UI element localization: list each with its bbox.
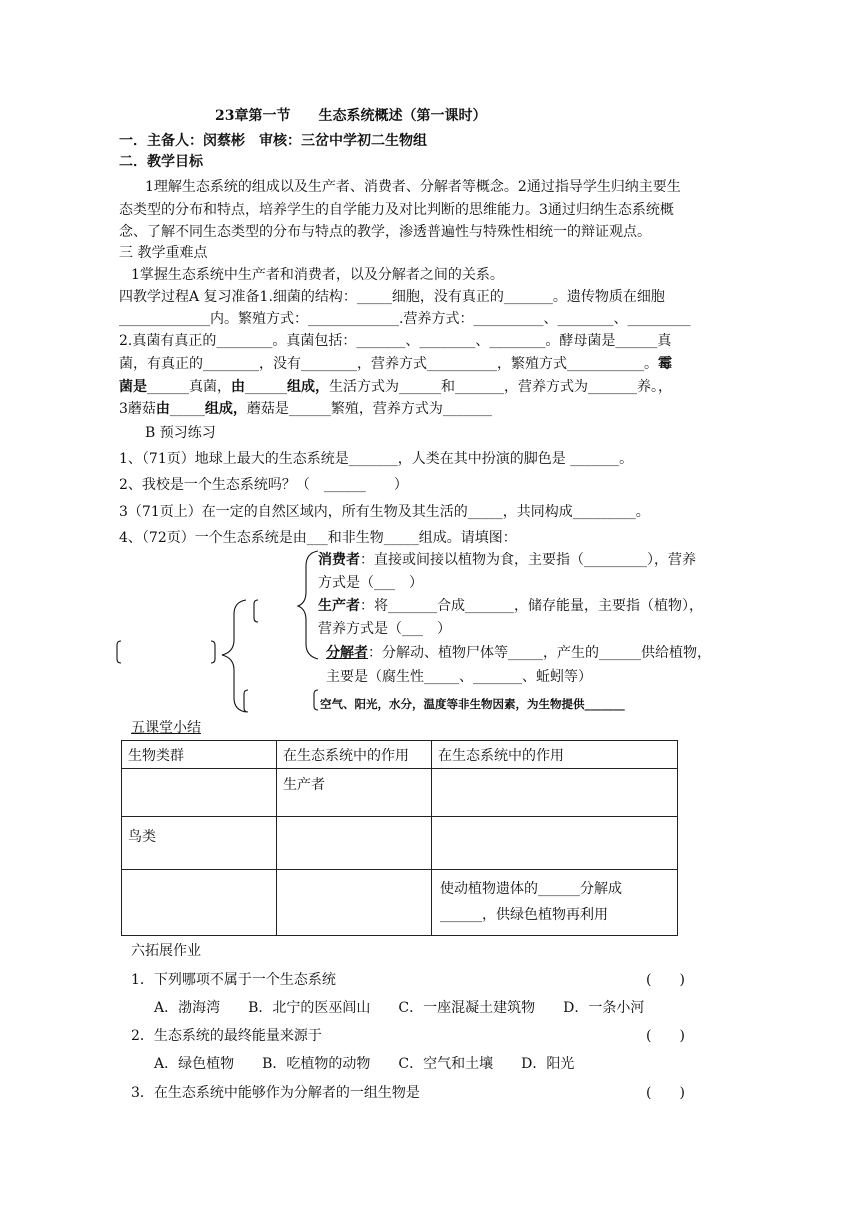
decomposer-line-2 [326, 667, 592, 687]
process-line-6-text-c: 蘑菇是______繁殖，营养方式为_______ [246, 401, 492, 417]
decomposer-definition: ：分解动、植物尸体等_____，产生的______供给植物， [368, 645, 711, 661]
table-cell [122, 769, 277, 816]
process-line-5-text-a: ______真菌， [147, 379, 231, 395]
table-cell: 生产者 [277, 769, 432, 816]
key-points-heading: 三 教学重难点 [119, 245, 208, 261]
goals-text-1: 1理解生态系统的组成以及生产者、消费者、分解者等概念。2通过指导学生归纳主要生 [145, 179, 681, 195]
homework-options-2: A．绿色植物 B．吃植物的动物 C．空气和土壤 D．阳光 [154, 1056, 575, 1072]
homework-question-2: 2．生态系统的最终能量来源于 [131, 1028, 322, 1044]
consumer-term: 消费者 [318, 552, 360, 568]
homework-answer-paren-3: ( ) [646, 1085, 685, 1101]
preview-question-2: 2、我校是一个生态系统吗？（ ______ ） [119, 477, 408, 493]
process-line-6-text-a: 3蘑菇 [119, 401, 156, 417]
table-header-cell: 在生态系统中的作用 [432, 741, 678, 769]
abiotic-blank-bracket [244, 690, 248, 712]
table-cell [432, 769, 678, 816]
table-cell [122, 870, 277, 936]
goals-text-2: 态类型的分布和特点，培养学生的自学能力及对比判断的思维能力。3通过归纳生态系统概 [119, 202, 674, 218]
process-line-1: 四教学过程A 复习准备1.细菌的结构：_____细胞，没有真正的_______。遗传物质在细胞 [119, 289, 665, 305]
organisms-curly-brace [298, 551, 318, 659]
main-curly-brace [222, 600, 246, 712]
producer-definition: ：将_______合成_______，储存能量，主要指（植物）， [360, 598, 703, 614]
process-line-6-bold-a: 由 [155, 401, 170, 417]
homework-question-3: 3．在生态系统中能够作为分解者的一组生物是 [131, 1085, 420, 1101]
process-line-4-text: 菌，有真正的________，没有________，营养方式__________，繁殖方式___________。 [119, 356, 658, 372]
key-points-text: 1掌握生态系统中生产者和消费者，以及分解者之间的关系。 [131, 267, 504, 283]
table-header-row [122, 741, 678, 769]
process-line-5-bold-c: 组成， [287, 379, 329, 395]
decomposer-examples: 主要是（腐生性_____、_______、蚯蚓等） [326, 669, 592, 685]
left-blank-bracket-open [117, 641, 121, 663]
producer-term: 生产者 [318, 598, 360, 614]
summary-table [121, 740, 678, 936]
decomposer-line-1 [326, 643, 711, 663]
decomposer-term: 分解者 [326, 645, 368, 661]
homework-answer-paren-1: ( ) [646, 972, 685, 988]
process-line-2: _____________内。繁殖方式：_____________.营养方式：__________、________、_________ [119, 311, 691, 327]
table-header-cell: 在生态系统中的作用 [277, 741, 432, 769]
table-cell [432, 816, 678, 870]
preview-question-1: 1、（71页）地球上最大的生态系统是_______，人类在其中扮演的脚色是 _______。 [119, 451, 634, 467]
table-row [122, 870, 678, 936]
authors-line: 一．主备人：闵蔡彬 审核：三岔中学初二生物组 [119, 133, 427, 149]
process-line-5-bold-b: 由 [231, 379, 245, 395]
decomposer-role-line-1: 使动植物遗体的______分解成 [440, 881, 622, 898]
abiotic-factors-text: 空气、阳光，水分，温度等非生物因素，为生物提供_______ [320, 697, 625, 711]
process-line-5-bold-a: 菌是 [119, 379, 147, 395]
homework-heading: 六拓展作业 [131, 943, 201, 959]
page-title: 23章第一节 生态系统概述（第一课时） [215, 108, 487, 124]
table-row [122, 769, 678, 816]
table-header-cell: 生物类群 [122, 741, 277, 769]
biotic-blank-bracket [254, 600, 258, 622]
process-line-5-text-c: 生活方式为______和_______，营养方式为_______养。， [329, 379, 672, 395]
table-cell-decomposer-role [432, 870, 678, 936]
process-line-6-bold-b: 组成， [204, 401, 247, 417]
homework-question-1: 1．下列哪项不属于一个生态系统 [131, 972, 336, 988]
process-line-5-text-b: ______ [245, 379, 287, 395]
abiotic-text-bracket [314, 690, 318, 710]
process-line-4-bold: 霉 [658, 356, 672, 372]
consumer-line-1 [318, 550, 696, 570]
preview-question-3: 3（71页上）在一定的自然区域内，所有生物及其生活的_____，共同构成_________。 [119, 504, 650, 520]
homework-answer-paren-2: ( ) [646, 1028, 685, 1044]
left-blank-bracket-close [211, 641, 215, 663]
preview-question-4: 4、（72页）一个生态系统是由___和非生物_____组成。请填图： [119, 530, 517, 546]
goals-heading: 二．教学目标 [119, 154, 203, 170]
decomposer-role-line-2: ______，供绿色植物再利用 [440, 907, 608, 924]
table-cell [277, 870, 432, 936]
homework-options-1: A．渤海湾 B．北宁的医巫闾山 C．一座混凝土建筑物 D．一条小河 [154, 1000, 645, 1016]
producer-line-2: 营养方式是（___ ） [318, 621, 451, 637]
goals-text-3: 念、了解不同生态类型的分布与特点的教学，渗透普遍性与特殊性相统一的辩证观点。 [119, 224, 651, 240]
summary-heading: 五课堂小结 [131, 720, 201, 736]
process-line-6-text-b: _____ [169, 401, 205, 417]
producer-line-1 [318, 596, 703, 616]
consumer-line-2: 方式是（___ ） [318, 575, 423, 591]
process-line-3: 2.真菌有真正的________。真菌包括：_______、________、________。酵母菌是______真 [119, 333, 672, 349]
consumer-definition: ：直接或间接以植物为食，主要指（_________），营养 [360, 552, 696, 568]
preview-heading: B 预习练习 [145, 425, 216, 441]
table-cell [277, 816, 432, 870]
table-cell: 鸟类 [122, 816, 277, 870]
table-row [122, 816, 678, 870]
